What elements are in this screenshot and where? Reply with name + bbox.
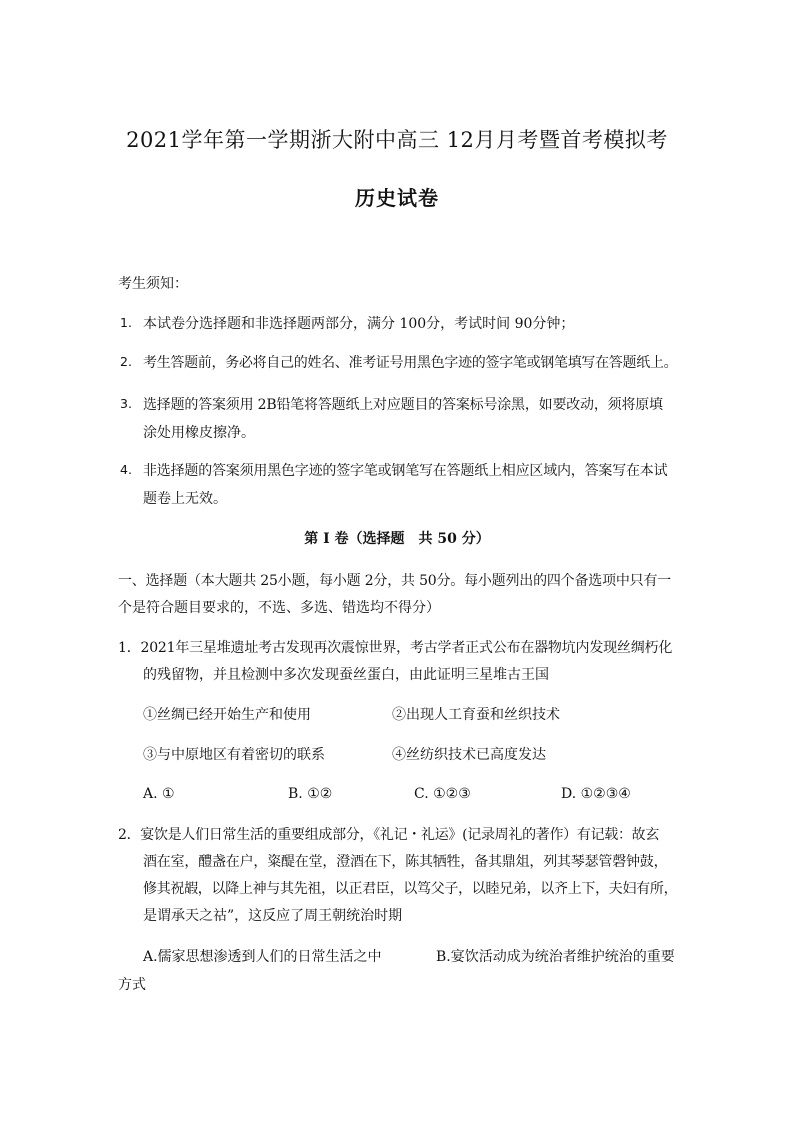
option-d: D. ①②③④ — [561, 786, 631, 802]
option-c: C. ①②③ — [414, 786, 471, 802]
notice-item-text: 考生答题前，务必将自己的姓名、准考证号用黑色字迹的签字笔或钢笔填写在答题纸上。 — [143, 355, 678, 371]
statement: ③与中原地区有着密切的联系 — [143, 747, 325, 763]
question-stem: 是谓承天之祜”，这反应了周王朝统治时期 — [143, 908, 403, 924]
question-stem: 2．宴饮是人们日常生活的重要组成部分，《礼记・礼运》(记录周礼的著作）有记载：故玄 — [118, 827, 660, 843]
statement: ④丝纺织技术已高度发达 — [392, 747, 546, 763]
option-a: A. ① — [143, 786, 175, 802]
statement: ①丝绸已经开始生产和使用 — [143, 707, 311, 723]
notice-item-number: 2. — [120, 354, 132, 369]
question-stem: 的残留物，并且检测中多次发现蚕丝蛋白，由此证明三星堆古王国 — [143, 667, 549, 683]
exam-title: 2021学年第一学期浙大附中高三 12月月考暨首考模拟考 — [126, 128, 668, 152]
section-title: 第 I 卷（选择题 共 50 分） — [304, 531, 490, 547]
option-b: B. ①② — [288, 786, 333, 802]
notice-item-text: 非选择题的答案须用黑色字迹的签字笔或钢笔写在答题纸上相应区域内，答案写在本试 — [143, 463, 668, 479]
option-a: A.儒家思想渗透到人们的日常生活之中 — [143, 949, 382, 965]
notice-heading: 考生须知： — [118, 276, 188, 292]
statement: ②出现人工育蚕和丝织技术 — [392, 707, 560, 723]
question-stem: 酒在室，醴盏在户，粢醍在堂，澄酒在下，陈其牺牲，备其鼎俎，列其琴瑟管磬钟鼓， — [143, 854, 668, 870]
notice-item-number: 4. — [120, 462, 132, 477]
part-intro-line: 一、选择题（本大题共 25小题，每小题 2分，共 50分。每小题列出的四个备选项中只有一 — [118, 573, 672, 589]
question-stem: 修其祝嘏，以降上神与其先祖，以正君臣，以笃父子，以睦兄弟，以齐上下，夫妇有所， — [143, 881, 678, 897]
notice-item-number: 1. — [120, 315, 132, 330]
question-stem: 1．2021年三星堆遗址考古发现再次震惊世界，考古学者正式公布在器物坑内发现丝绸朽化 — [118, 640, 673, 656]
part-intro-line: 个是符合题目要求的，不选、多选、错选均不得分） — [118, 600, 440, 616]
notice-item-text: 选择题的答案须用 2B铅笔将答题纸上对应题目的答案标号涂黑，如要改动，须将原填 — [143, 397, 663, 413]
exam-subtitle: 历史试卷 — [355, 186, 439, 210]
notice-item-number: 3. — [120, 396, 132, 411]
notice-item-text: 本试卷分选择题和非选择题两部分，满分 100分，考试时间 90分钟； — [143, 316, 575, 332]
notice-item-text: 涂处用橡皮擦净。 — [143, 425, 255, 441]
notice-item-text: 题卷上无效。 — [143, 491, 227, 507]
option-b-continuation: 方式 — [118, 977, 146, 993]
option-b: B.宴饮活动成为统治者维护统治的重要 — [436, 949, 675, 965]
